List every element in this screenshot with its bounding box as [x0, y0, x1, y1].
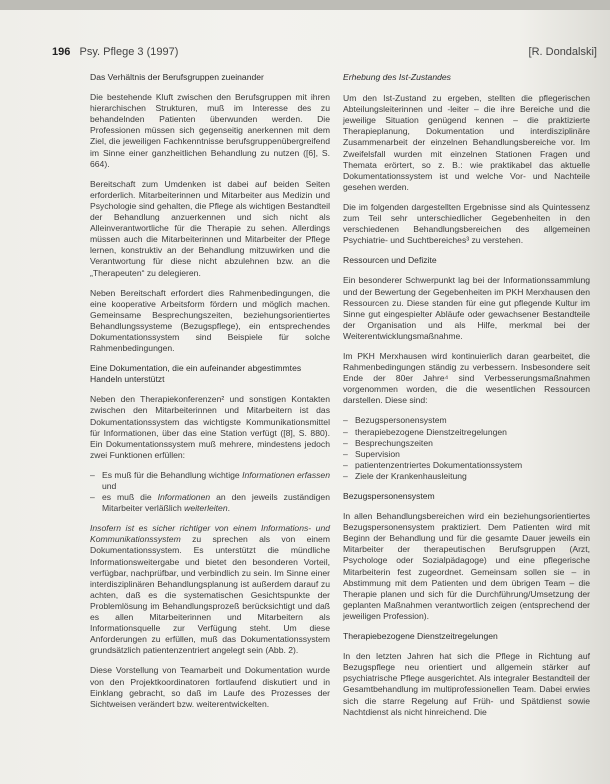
list-item: – therapiebezogene Dienstzeitregelungen	[343, 427, 590, 438]
paragraph: In den letzten Jahren hat sich die Pflege in Richtung auf Bezugspflege neu orientiert und allgemein stärker auf psychiatrische Pflege ausgerichtet. Als integraler Bestandteil der Gesamtbehandlung im multiprofessionellen Team. Dabei erwies sich die starre Regelung auf Früh- und Spätdienst sowie Nachtdienst als nicht hinreichend. Die	[343, 651, 590, 717]
author-name: [R. Dondalski]	[528, 46, 597, 58]
list-item: – patientenzentriertes Dokumentationssystem	[343, 460, 590, 471]
left-column	[90, 72, 330, 719]
paragraph: In allen Behandlungsbereichen wird ein beziehungsorientiertes Bezugspersonensystem praktiziert. Dem Patienten wird mit Beginn der Behandlung und für die gesamte Dauer jeweils ein Mitarbeiter der therapeutischen Berufsgruppen (Arzt, Psychologe oder Sozialpädagoge) und eine pflegerische Mitarbeiterin fest zugeordnet. Gemeinsam sollen sie – in Abstimmung mit dem Patienten und dem übrigen Team – die Therapie planen und sich für die Durchführung/Umsetzung der geplanten Maßnahmen verantwortlich zeigen (entsprechend der jeweiligen Profession).	[343, 511, 590, 621]
paragraph: Neben den Therapiekonferenzen² und sonstigen Kontakten zwischen den Mitarbeiterinnen und Mitarbeitern ist das Dokumentationssystem das wichtigste Kommunikationsmittel für Informationen, über das eine Station verfügt ([8], S. 880). Ein Dokumentationssystem muß mehrere, mindestens jedoch zwei Funktionen erfüllen:	[90, 394, 330, 460]
paragraph: Bereitschaft zum Umdenken ist dabei auf beiden Seiten erforderlich. Mitarbeiterinnen und Mitarbeiter aus Medizin und Psychologie sind gehalten, die Pflege als wichtigen Bestandteil der Behandlung anzuerkennen und sich nicht als Alleinverantwortliche für die Therapie zu sehen. Allerdings müssen auch die Mitarbeiterinnen und Mitarbeiter der Pflege lernen, konstruktiv an der Behandlung mitzuwirken und die Verantwortung für diese nicht abzulehnen bzw. an die „Therapeuten“ zu delegieren.	[90, 178, 330, 278]
paragraph: Im PKH Merxhausen wird kontinuierlich daran gearbeitet, die Rahmenbedingungen ständig zu verbessern. Insbesondere seit Ende der 80er Jahre⁴ sind Verbesserungsmaßnahmen vorgenommen worden, die die wesentlichen Ressourcen darstellen. Diese sind:	[343, 350, 590, 406]
list-item: – Bezugspersonensystem	[343, 415, 590, 426]
list-item: – Besprechungszeiten	[343, 438, 590, 449]
paragraph: Die bestehende Kluft zwischen den Berufsgruppen mit ihren hierarchischen Strukturen, muß im Interesse des zu behandelnden Patienten überwunden werden. Die Professionen müssen sich gegenseitig anerkennen mit dem Ziel, die jeweiligen Fachkenntnisse berufsgruppenübergreifend im Sinne einer ganzheitlichen Behandlung zu nutzen ([6], S. 664).	[90, 92, 330, 169]
paragraph: Die im folgenden dargestellten Ergebnisse sind als Quintessenz zum Teil sehr unterschiedlicher Gegebenheiten in den verschiedenen Behandlungsbereichen des allgemeinen Psychiatrie- und Suchtbereiches³ zu verstehen.	[343, 201, 590, 246]
scan-top-edge	[0, 0, 610, 10]
paragraph: Ein besonderer Schwerpunkt lag bei der Informationssammlung und der Bewertung der Gegebenheiten im PKH Merxhausen den Ressourcen zu. Diese standen für eine gut pflegende Kultur im Sinne gut eingespielter Abläufe oder gewachsener Bestandteile der Organisation und als Hilfe, merkmal bei der Weiterentwicklungsmaßnahme.	[343, 275, 590, 341]
journal-reference: Psy. Pflege 3 (1997)	[79, 46, 179, 58]
list-item: – Ziele der Krankenhausleitung	[343, 471, 590, 482]
paragraph: Insofern ist es sicher richtiger von einem Informations- und Kommunikationssystem zu sprechen als von einem Dokumentationssystem. Es unterstützt die mündliche Informationsweitergabe und bietet den besonderen Vorteil, verfügbar, nachprüfbar, und verbindlich zu sein. Im Sinne einer interdisziplinären Behandlungsplanung ist außerdem darauf zu achten, daß es die systematischen Gesichtspunkte der Problemlösung im Behandlungsprozeß berücksichtigt und daß es allen Mitarbeiterinnen und Mitarbeitern als Informationsquelle zur Verfügung steht. Um diese Anforderungen zu erfüllen, muß das Dokumentationssystem grundsätzlich patientenzentriert angelegt sein (Abb. 2).	[90, 523, 330, 656]
list-item: – Supervision	[343, 449, 590, 460]
paragraph: Um den Ist-Zustand zu ergeben, stellten die pflegerischen Abteilungsleiterinnen und -leiter – die ihre Bereiche und die jeweilige Situation genügend kennen – die praktizierte Therapieplanung, Dokumentation und interdisziplinäre Zusammenarbeit der einzelnen Behandlungsbereiche vor. Im Zweifelsfall wurden mit einzelnen Stationen Fragen und Themata erörtert, so z. B.: wie praktikabel das aktuelle Dokumentationssystem ist und welche Vor- und Nachteile gesehen werden.	[343, 93, 590, 192]
heading-survey: Erhebung des Ist-Zustandes	[343, 72, 451, 82]
paragraph: Neben Bereitschaft erfordert dies Rahmenbedingungen, die eine kooperative Arbeitsform fördern und möglich machen. Gemeinsame Besprechungszeiten, beziehungsorientiertes Behandlungssysteme (Bezugspflege), ein entsprechendes Dokumentationssystem sind Beispiele für solche Rahmenbedingungen.	[90, 287, 330, 354]
heading-resources: Ressourcen und Defizite	[343, 255, 437, 266]
heading-documentation: Eine Dokumentation, die ein aufeinander abgestimmtes Handeln unterstützt	[90, 363, 302, 385]
page-number: 196	[52, 46, 71, 58]
right-column	[343, 72, 590, 727]
function-list	[90, 470, 330, 514]
list-item: – es muß die Informationen an den jeweils zuständigen Mitarbeiter verläßlich weiterleiten.	[90, 492, 330, 514]
heading-reference-person: Bezugspersonensystem	[343, 491, 435, 501]
paragraph: Diese Vorstellung von Teamarbeit und Dokumentation wurde von den Projektkoordinatoren fortlaufend diskutiert und in Einklang gebracht, so daß im Laufe des Prozesses der Sichtweisen verändert bzw. weiterentwickelten.	[90, 665, 330, 709]
header-left	[52, 46, 178, 58]
heading-relationship: Das Verhältnis der Berufsgruppen zueinander	[90, 72, 264, 82]
heading-duty-times: Therapiebezogene Dienstzeitregelungen	[343, 631, 498, 642]
page-header	[52, 46, 597, 60]
resource-list	[343, 415, 590, 482]
list-item: – Es muß für die Behandlung wichtige Informationen erfassen und	[90, 470, 330, 492]
